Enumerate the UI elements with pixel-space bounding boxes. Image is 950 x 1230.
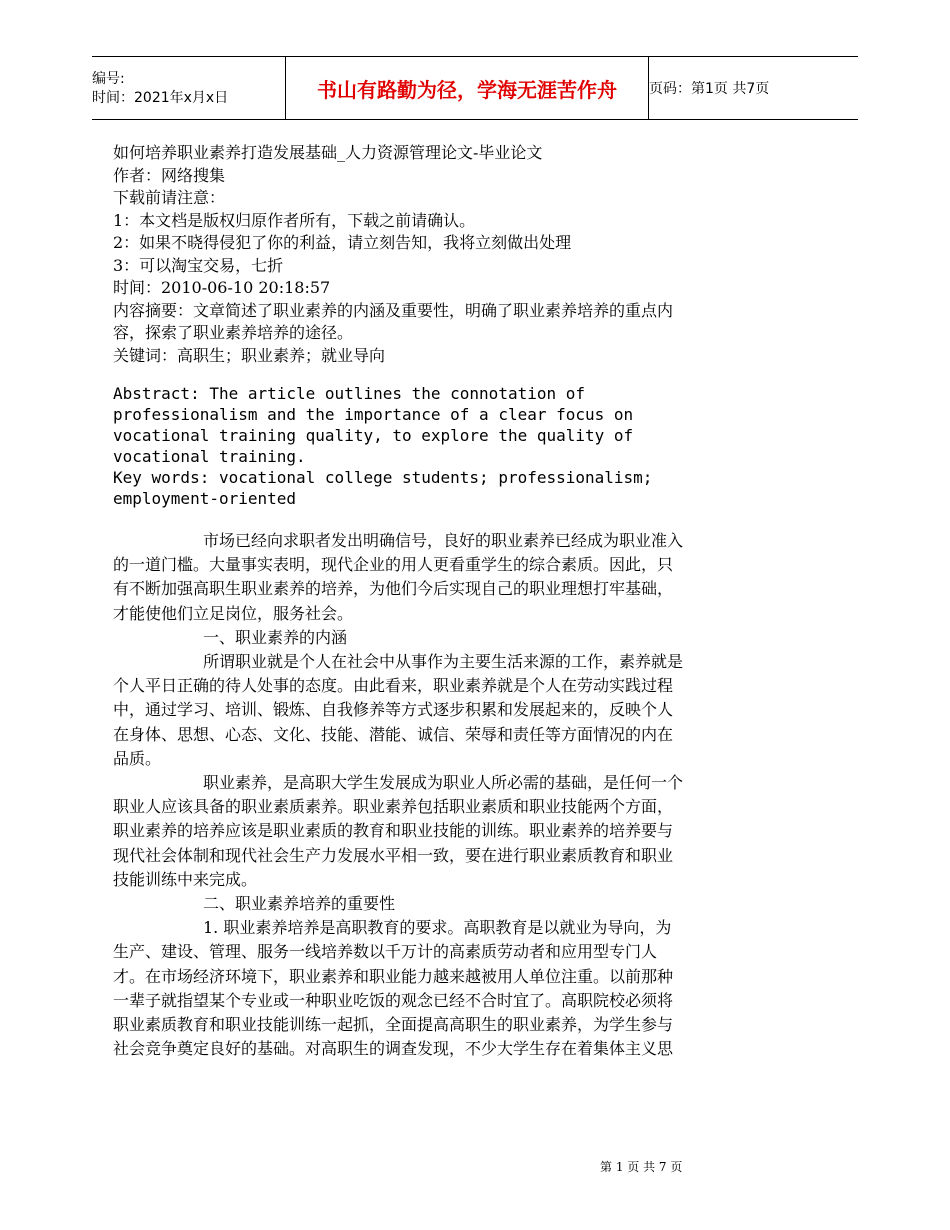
paragraph-line: 1. 职业素养培养是高职教育的要求。高职教育是以就业为导向，为 <box>203 918 672 938</box>
document-header <box>92 56 858 120</box>
abstract-line: Key words: vocational college students; professionalism; <box>113 468 653 487</box>
notice-item-2: 2：如果不晓得侵犯了你的利益，请立刻告知，我将立刻做出处理 <box>113 233 572 252</box>
paragraph-line: 职业素质教育和职业技能训练一起抓，全面提高高职生的职业素养，为学生参与 <box>113 1015 674 1035</box>
paragraph-line: 的一道门槛。大量事实表明，现代企业的用人更看重学生的综合素质。因此，只 <box>113 555 674 575</box>
header-meta-cell <box>92 57 286 120</box>
paragraph-line: 有不断加强高职生职业素养的培养，为他们今后实现自己的职业理想打牢基础， <box>113 579 674 599</box>
notice-heading: 下载前请注意： <box>113 188 226 207</box>
paragraph-line: 一辈子就指望某个专业或一种职业吃饭的观念已经不合时宜了。高职院校必须将 <box>113 990 674 1010</box>
time-label: 时间：2021年x月x日 <box>92 90 229 106</box>
english-abstract <box>113 383 765 509</box>
paragraph-line: 才能使他们立足岗位，服务社会。 <box>113 603 354 623</box>
notice-item-3: 3：可以淘宝交易，七折 <box>113 255 284 275</box>
abstract-line: employment-oriented <box>113 489 297 508</box>
article-time: 时间：2010-06-10 20:18:57 <box>113 278 331 297</box>
header-motto: 书山有路勤为径，学海无涯苦作舟 <box>286 57 649 120</box>
notice-item-1: 1：本文档是版权归原作者所有，下载之前请确认。 <box>113 210 476 230</box>
paragraph-4 <box>113 916 765 1061</box>
paragraph-line: 生产、建设、管理、服务一线培养数以千万计的高素质劳动者和应用型专门人 <box>113 942 658 962</box>
keywords: 关键词：高职生；职业素养；就业导向 <box>113 345 386 365</box>
number-label: 编号: <box>92 71 125 87</box>
paragraph-line: 个人平日正确的待人处事的态度。由此看来，职业素养就是个人在劳动实践过程 <box>113 676 674 696</box>
paragraph-3 <box>113 771 765 892</box>
paragraph-line: 社会竞争奠定良好的基础。对高职生的调查发现，不少大学生存在着集体主义思 <box>113 1039 674 1059</box>
footer-page-number: 第 1 页 共 7 页 <box>600 1160 683 1174</box>
paragraph-line: 职业素养的培养应该是职业素质的教育和职业技能的训练。职业素养的培养要与 <box>113 821 674 841</box>
paragraph-line: 技能训练中来完成。 <box>113 869 258 889</box>
header-page-label: 页码：第1页 共7页 <box>649 81 770 97</box>
abstract-line: vocational training. <box>113 447 306 466</box>
article-author: 作者：网络搜集 <box>113 165 226 185</box>
section-heading-1: 一、职业素养的内涵 <box>203 627 348 647</box>
paragraph-line: 在身体、思想、心态、文化、技能、潜能、诚信、荣辱和责任等方面情况的内在 <box>113 724 674 744</box>
section-heading-2: 二、职业素养培养的重要性 <box>203 894 396 914</box>
summary-line-2: 容，探索了职业素养培养的途径。 <box>113 323 354 342</box>
paragraph-2 <box>113 650 765 771</box>
paragraph-line: 现代社会体制和现代社会生产力发展水平相一致，要在进行职业素质教育和职业 <box>113 845 674 865</box>
summary-line-1: 内容摘要：文章简述了职业素养的内涵及重要性，明确了职业素养培养的重点内 <box>113 300 674 320</box>
abstract-line: vocational training quality, to explore the quality of <box>113 426 634 445</box>
paragraph-line: 市场已经向求职者发出明确信号，良好的职业素养已经成为职业准入 <box>203 531 684 550</box>
abstract-line: professionalism and the importance of a clear focus on <box>113 405 634 424</box>
article-body <box>113 529 765 1061</box>
abstract-line: Abstract: The article outlines the connotation of <box>113 384 586 403</box>
paragraph-1 <box>113 529 765 626</box>
paragraph-line: 才。在市场经济环境下，职业素养和职业能力越来越被用人单位注重。以前那种 <box>113 966 674 986</box>
article-title: 如何培养职业素养打造发展基础_人力资源管理论文-毕业论文 <box>113 143 543 162</box>
paragraph-line: 职业人应该具备的职业素质素养。职业素养包括职业素质和职业技能两个方面， <box>113 797 674 817</box>
article-content <box>113 142 765 1061</box>
paragraph-line: 品质。 <box>113 748 162 768</box>
paragraph-line: 职业素养，是高职大学生发展成为职业人所必需的基础，是任何一个 <box>203 773 684 793</box>
paragraph-line: 所谓职业就是个人在社会中从事作为主要生活来源的工作，素养就是 <box>203 652 684 672</box>
paragraph-line: 中，通过学习、培训、锻炼、自我修养等方式逐步积累和发展起来的，反映个人 <box>113 700 674 720</box>
